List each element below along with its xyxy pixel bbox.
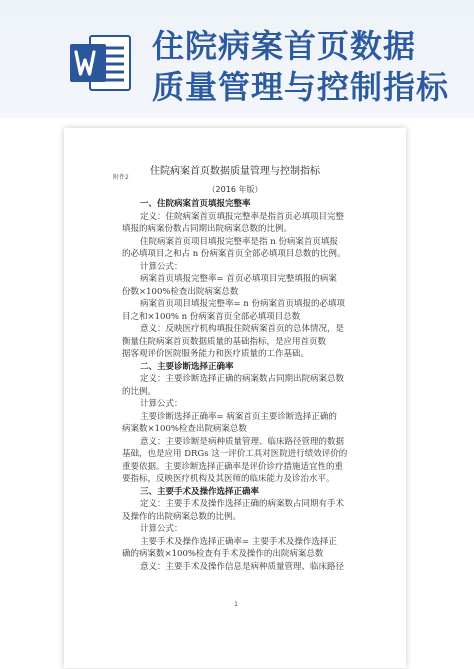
body-line: 定义：住院病案首页填报完整率是指首页必填项目完整 bbox=[140, 211, 345, 222]
body-line: 确的病案数×100%检查有手术及操作的出院病案总数 bbox=[122, 549, 324, 559]
body-line: 衡量住院病案首页数据质量的基础指标，是应用首页数 bbox=[122, 336, 327, 347]
body-line: 目之和×100% n 份病案首页全部必填项目总数 bbox=[122, 311, 301, 322]
section-heading: 二、主要诊断选择正确率 bbox=[140, 361, 234, 372]
body-line: 意义：主要诊断是病种质量管理、临床路径管理的数据 bbox=[140, 436, 345, 447]
body-line: 据客观评价医院服务能力和医疗质量的工作基础。 bbox=[122, 349, 310, 359]
body-line: 病案首页填报完整率= 首页必填项目完整填报的病案 bbox=[140, 274, 337, 284]
body-line: 要指标，反映医疗机构及其医师的临床能力及诊治水平。 bbox=[122, 474, 335, 484]
body-line: 计算公式： bbox=[140, 261, 183, 272]
section-heading: 三、主要手术及操作选择正确率 bbox=[140, 486, 260, 497]
body-line: 的比例。 bbox=[122, 386, 157, 397]
body-line: 住院病案首页项目填报完整率是指 n 份病案首页填报 bbox=[140, 236, 338, 247]
document-body bbox=[122, 198, 370, 573]
body-line: 填报的病案份数占同期出院病案总数的比例。 bbox=[122, 224, 293, 234]
body-line: 主要手术及操作选择正确率= 主要手术及操作选择正 bbox=[140, 536, 337, 547]
body-line: 重要依据。主要诊断选择正确率是评价诊疗措施适宜性的重 bbox=[122, 461, 344, 472]
body-line: 病案首页项目填报完整率= n 份病案首页填报的必填项 bbox=[140, 299, 346, 309]
body-line: 计算公式： bbox=[140, 524, 183, 534]
section-heading: 一、住院病案首页填报完整率 bbox=[140, 199, 251, 209]
body-line: 计算公式： bbox=[140, 399, 183, 409]
body-line: 意义：反映医疗机构填报住院病案首页的总体情况，是 bbox=[140, 324, 345, 334]
document-heading: 住院病案首页数据 质量管理与控制指标 bbox=[152, 27, 450, 106]
body-line: 定义：主要诊断选择正确的病案数占同期出院病案总数 bbox=[140, 374, 345, 384]
page-number: 1 bbox=[234, 601, 238, 608]
body-line: 及操作的出院病案总数的比例。 bbox=[122, 511, 242, 522]
header-banner bbox=[0, 0, 474, 118]
body-line: 定义：主要手术及操作选择正确的病案数占同期有手术 bbox=[140, 499, 345, 509]
word-document-icon bbox=[68, 30, 134, 96]
attachment-label: 附件2 bbox=[113, 174, 129, 181]
body-line: 病案数×100%检查出院病案总数 bbox=[122, 424, 247, 434]
body-line: 份数×100%检查出院病案总数 bbox=[122, 286, 239, 297]
body-line: 的必填项目之和占 n 份病案首页全部必填项目总数的比例。 bbox=[122, 249, 346, 259]
paper-title: 住院病案首页数据质量管理与控制指标 bbox=[150, 166, 320, 177]
body-line: 主要诊断选择正确率= 病案首页主要诊断选择正确的 bbox=[140, 411, 337, 422]
paper-year: （2016 年版） bbox=[207, 185, 263, 194]
body-line: 意义：主要手术及操作信息是病种质量管理、临床路径 bbox=[140, 561, 345, 572]
body-line: 基础，也是应用 DRGs 这一评价工具对医院进行绩效评价的 bbox=[122, 449, 348, 459]
